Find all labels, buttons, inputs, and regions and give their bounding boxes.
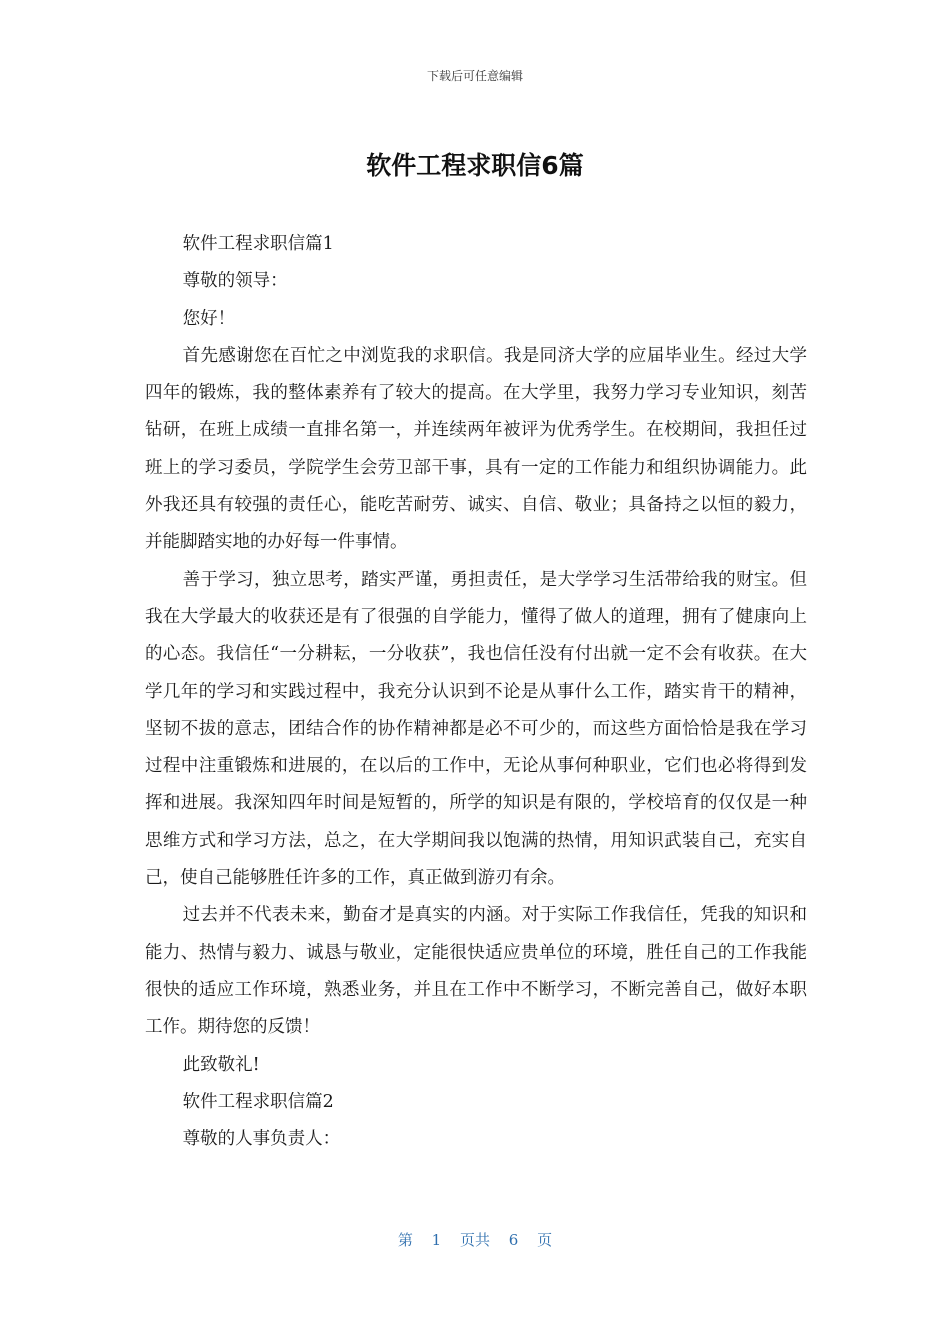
body-paragraph: 过去并不代表未来，勤奋才是真实的内涵。对于实际工作我信任，凭我的知识和能力、热情与毅力、诚恳与敬业，定能很快适应贵单位的环境，胜任自己的工作我能很快的适应工作环境，熟悉业务，并且在工作中不断学习，不断完善自己，做好本职工作。期待您的反馈！: [145, 905, 807, 1038]
salutation: 尊敬的人事负责人：: [182, 1129, 341, 1150]
body-paragraph: 善于学习，独立思考，踏实严谨，勇担责任，是大学学习生活带给我的财宝。但我在大学最大的收获还是有了很强的自学能力，懂得了做人的道理，拥有了健康向上的心态。我信任“一分耕耘，一分收获”，我也信任没有付出就一定不会有收获。在大学几年的学习和实践过程中，我充分认识到不论是从事什么工作，踏实肯干的精神，坚韧不拔的意志，团结合作的协作精神都是必不可少的，而这些方面恰恰是我在学习过程中注重锻炼和进展的，在以后的工作中，无论从事何种职业，它们也必将得到发挥和进展。我深知四年时间是短暂的，所学的知识是有限的，学校培育的仅仅是一种思维方式和学习方法，总之，在大学期间我以饱满的热情，用知识武装自己，充实自己，使自己能够胜任许多的工作，真正做到游刃有余。: [145, 569, 807, 889]
page-number-footer: 第 1 页共 6 页: [397, 1231, 553, 1249]
body-paragraph: 首先感谢您在百忙之中浏览我的求职信。我是同济大学的应届毕业生。经过大学四年的锻炼，我的整体素养有了较大的提高。在大学里，我努力学习专业知识，刻苦钻研，在班上成绩一直排名第一，并连续两年被评为优秀学生。在校期间，我担任过班上的学习委员，学院学生会劳卫部干事，具有一定的工作能力和组织协调能力。此外我还具有较强的责任心，能吃苦耐劳、诚实、自信、敬业；具备持之以恒的毅力，并能脚踏实地的办好每一件事情。: [145, 345, 807, 553]
section-heading: 软件工程求职信篇1: [182, 234, 334, 254]
salutation: 尊敬的领导：: [182, 271, 288, 292]
page-header-note: 下载后可任意编辑: [426, 69, 523, 83]
greeting: 您好！: [182, 308, 236, 329]
document-body: [145, 226, 807, 1158]
closing: 此致敬礼!: [182, 1054, 260, 1075]
section-heading: 软件工程求职信篇2: [182, 1091, 334, 1112]
document-title: 软件工程求职信6篇: [366, 151, 584, 180]
